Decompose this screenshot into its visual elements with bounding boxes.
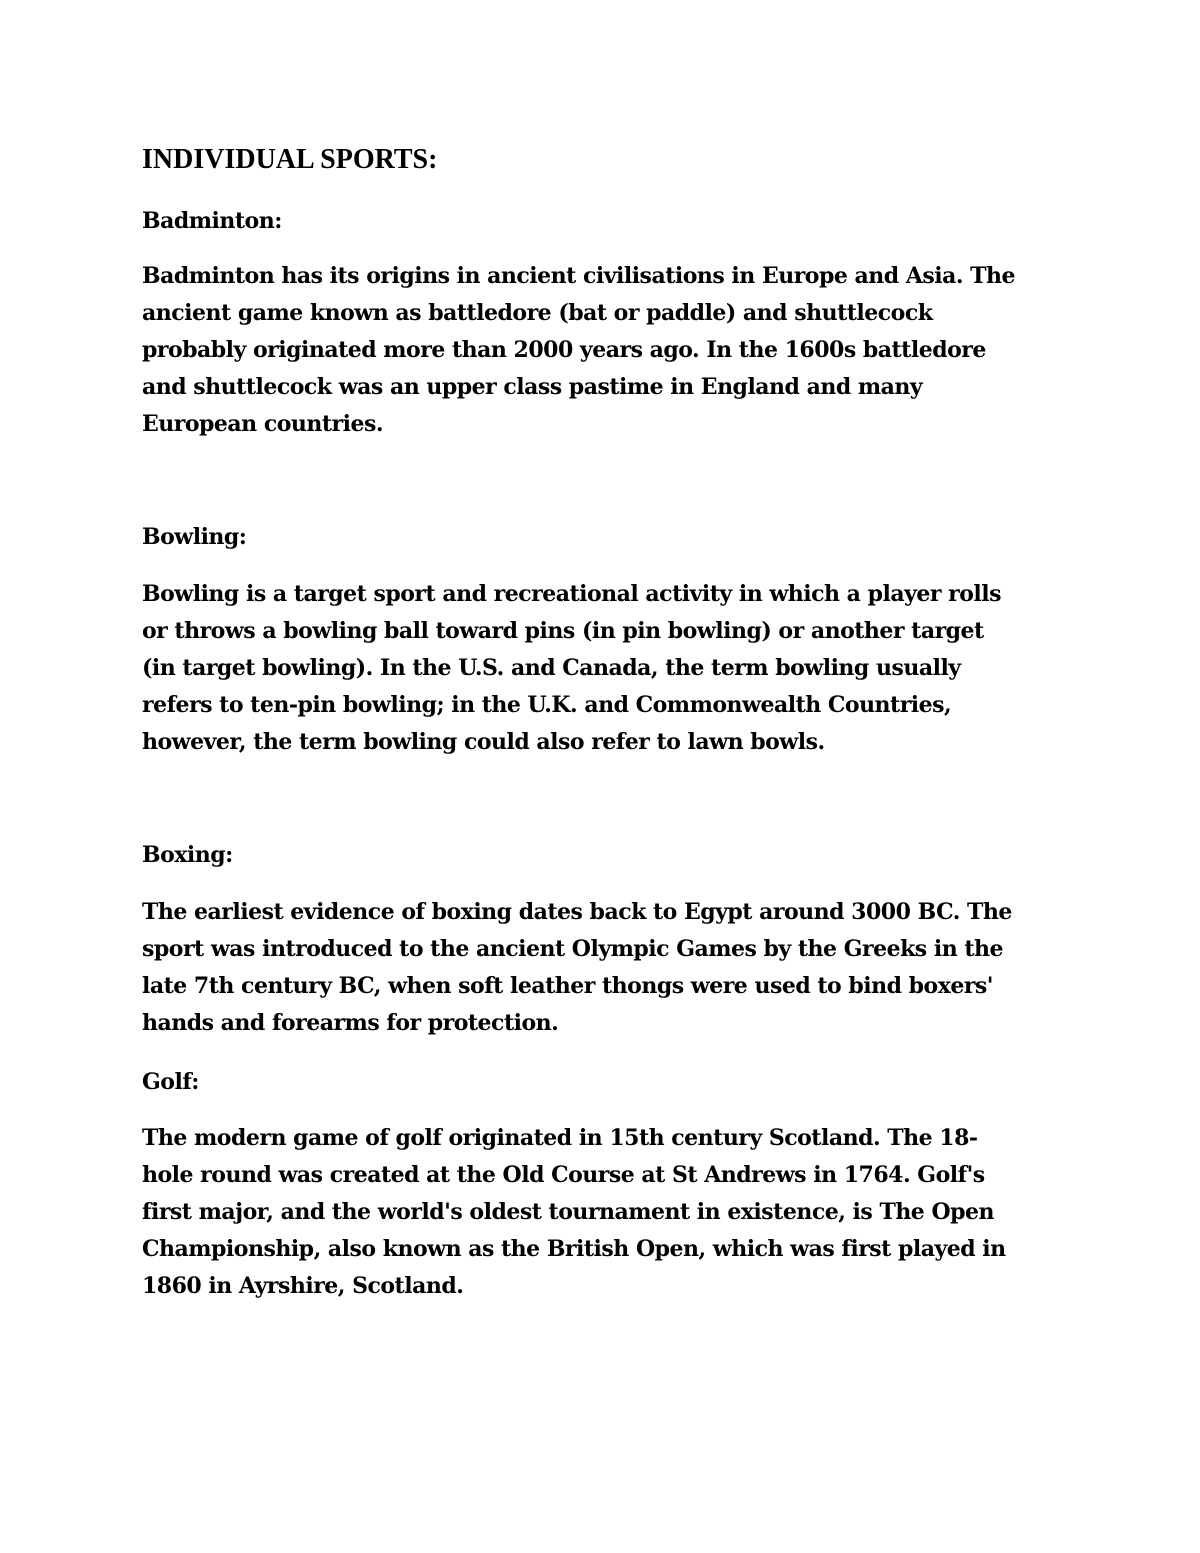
paragraph-line: sport was introduced to the ancient Olympic Games by the Greeks in the bbox=[142, 936, 1004, 962]
paragraph-line: late 7th century BC, when soft leather thongs were used to bind boxers' bbox=[142, 973, 994, 999]
paragraph-line: Bowling is a target sport and recreational activity in which a player rolls bbox=[142, 581, 1001, 607]
paragraph-line: and shuttlecock was an upper class pastime in England and many bbox=[142, 374, 923, 400]
paragraph-line: 1860 in Ayrshire, Scotland. bbox=[142, 1273, 464, 1299]
section-heading-golf: Golf: bbox=[142, 1069, 199, 1095]
paragraph-line: hole round was created at the Old Course at St Andrews in 1764. Golf's bbox=[142, 1162, 985, 1188]
section-heading-badminton: Badminton: bbox=[142, 208, 282, 234]
section-paragraph-boxing bbox=[142, 894, 1012, 1042]
section-heading-boxing: Boxing: bbox=[142, 842, 233, 868]
paragraph-line: however, the term bowling could also refer to lawn bowls. bbox=[142, 729, 825, 755]
section-heading-bowling: Bowling: bbox=[142, 524, 247, 550]
paragraph-line: Badminton has its origins in ancient civilisations in Europe and Asia. The bbox=[142, 263, 1016, 289]
section-paragraph-golf bbox=[142, 1120, 1006, 1305]
paragraph-line: European countries. bbox=[142, 411, 384, 437]
paragraph-line: The earliest evidence of boxing dates back to Egypt around 3000 BC. The bbox=[142, 899, 1012, 925]
section-paragraph-badminton bbox=[142, 258, 1015, 443]
paragraph-line: or throws a bowling ball toward pins (in pin bowling) or another target bbox=[142, 618, 984, 644]
document-title: INDIVIDUAL SPORTS: bbox=[142, 144, 438, 175]
paragraph-line: probably originated more than 2000 years ago. In the 1600s battledore bbox=[142, 337, 986, 363]
paragraph-line: ancient game known as battledore (bat or paddle) and shuttlecock bbox=[142, 300, 933, 326]
paragraph-line: hands and forearms for protection. bbox=[142, 1010, 559, 1036]
paragraph-line: (in target bowling). In the U.S. and Canada, the term bowling usually bbox=[142, 655, 961, 681]
section-paragraph-bowling bbox=[142, 576, 1001, 761]
paragraph-line: refers to ten-pin bowling; in the U.K. and Commonwealth Countries, bbox=[142, 692, 952, 718]
paragraph-line: The modern game of golf originated in 15th century Scotland. The 18- bbox=[142, 1125, 978, 1151]
paragraph-line: Championship, also known as the British Open, which was first played in bbox=[142, 1236, 1006, 1262]
paragraph-line: first major, and the world's oldest tournament in existence, is The Open bbox=[142, 1199, 995, 1225]
